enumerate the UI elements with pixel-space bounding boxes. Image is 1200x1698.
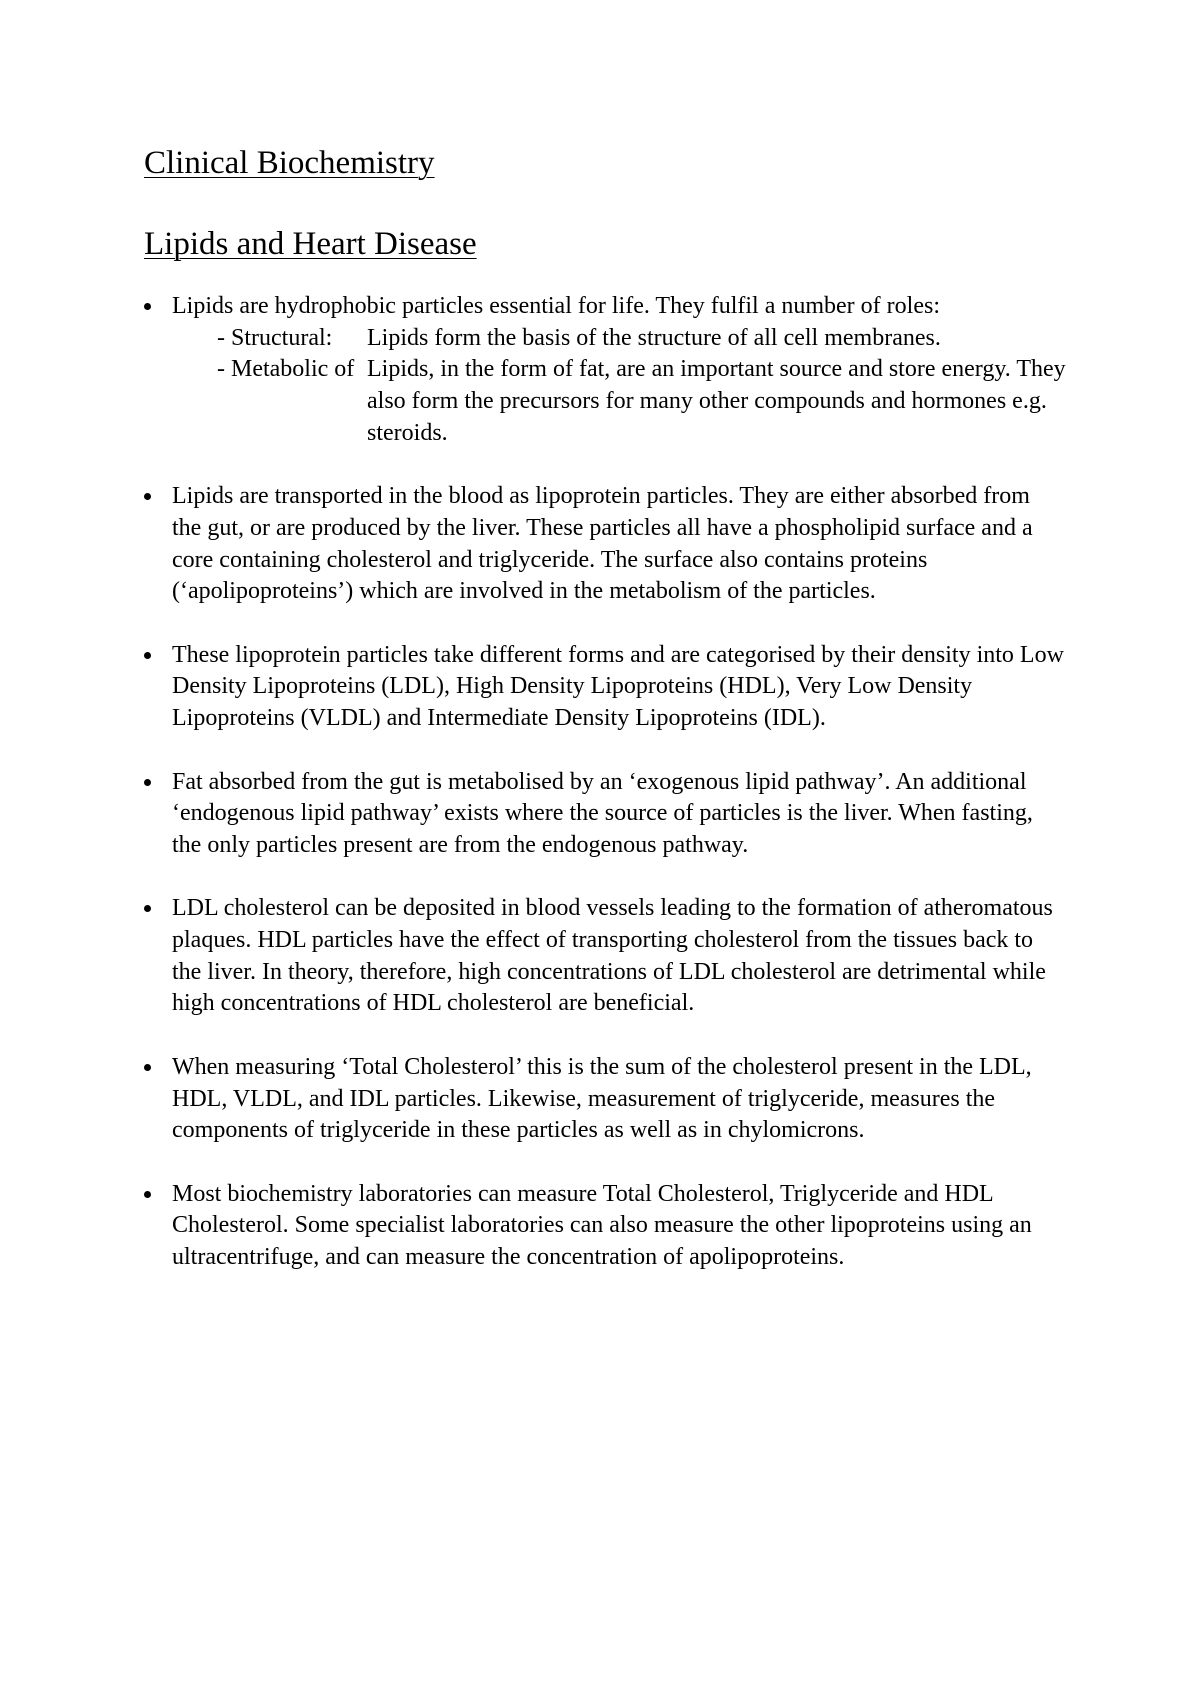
bullet-text: Lipids are hydrophobic particles essential for life. They fulfil a number of roles: (172, 293, 940, 319)
bullet-item (144, 1052, 1064, 1147)
role-description: Lipids, in the form of fat, are an important source and store energy. They also form the precursors for many other compounds and hormones e.g. steroids. (367, 356, 1066, 446)
roles-list (217, 323, 1064, 450)
bullet-item (144, 893, 1064, 1020)
bullet-item (144, 1179, 1064, 1274)
bullet-text: Lipids are transported in the blood as lipoprotein particles. They are either absorbed from the gut, or are produced by the liver. These particles all have a phospholipid surface and a core containing cholesterol and triglyceride. The surface also contains proteins (‘apolipoproteins’) which are involved in the metabolism of the particles. (172, 483, 1033, 605)
bullet-text: When measuring ‘Total Cholesterol’ this is the sum of the cholesterol present in the LDL, HDL, VLDL, and IDL particles. Likewise, measurement of triglyceride, measures the components of triglyceride in these particles as well as in chylomicrons. (172, 1053, 1032, 1144)
bullet-text: LDL cholesterol can be deposited in blood vessels leading to the formation of atheromatous plaques. HDL particles have the effect of transporting cholesterol from the tissues back to the liver. In theory, therefore, high concentrations of LDL cholesterol are detrimental while high concentrations of HDL cholesterol are beneficial. (172, 895, 1053, 1017)
bullet-icon (144, 1191, 151, 1198)
bullet-icon (144, 779, 151, 786)
bullet-icon (144, 905, 151, 912)
bullet-item (144, 481, 1064, 608)
bullet-text: Most biochemistry laboratories can measure Total Cholesterol, Triglyceride and HDL Cholesterol. Some specialist laboratories can also measure the other lipoproteins using an ultracentrifuge, and can measure the concentration of apolipoproteins. (172, 1180, 1032, 1270)
section-heading: Lipids and Heart Disease (144, 226, 477, 262)
bullet-list (144, 291, 1064, 1305)
bullet-icon (144, 652, 151, 659)
bullet-item (144, 291, 1064, 450)
bullet-icon (144, 1064, 151, 1071)
role-description: Lipids form the basis of the structure of all cell membranes. (367, 324, 941, 351)
bullet-text: These lipoprotein particles take different forms and are categorised by their density into Low Density Lipoproteins (LDL), High Density Lipoproteins (HDL), Very Low Density Lipoproteins (VLDL) and Intermediate Density Lipoproteins (IDL). (172, 641, 1064, 732)
role-label: - Structural: (217, 324, 333, 351)
bullet-icon (144, 303, 151, 310)
role-label: - Metabolic of (217, 356, 355, 383)
bullet-icon (144, 493, 151, 500)
document-title: Clinical Biochemistry (144, 145, 435, 181)
bullet-item (144, 767, 1064, 862)
bullet-text: Fat absorbed from the gut is metabolised by an ‘exogenous lipid pathway’. An additional ‘endogenous lipid pathway’ exists where the source of particles is the liver. When fasting, the only particles present are from the endogenous pathway. (172, 768, 1033, 858)
bullet-item (144, 640, 1064, 735)
